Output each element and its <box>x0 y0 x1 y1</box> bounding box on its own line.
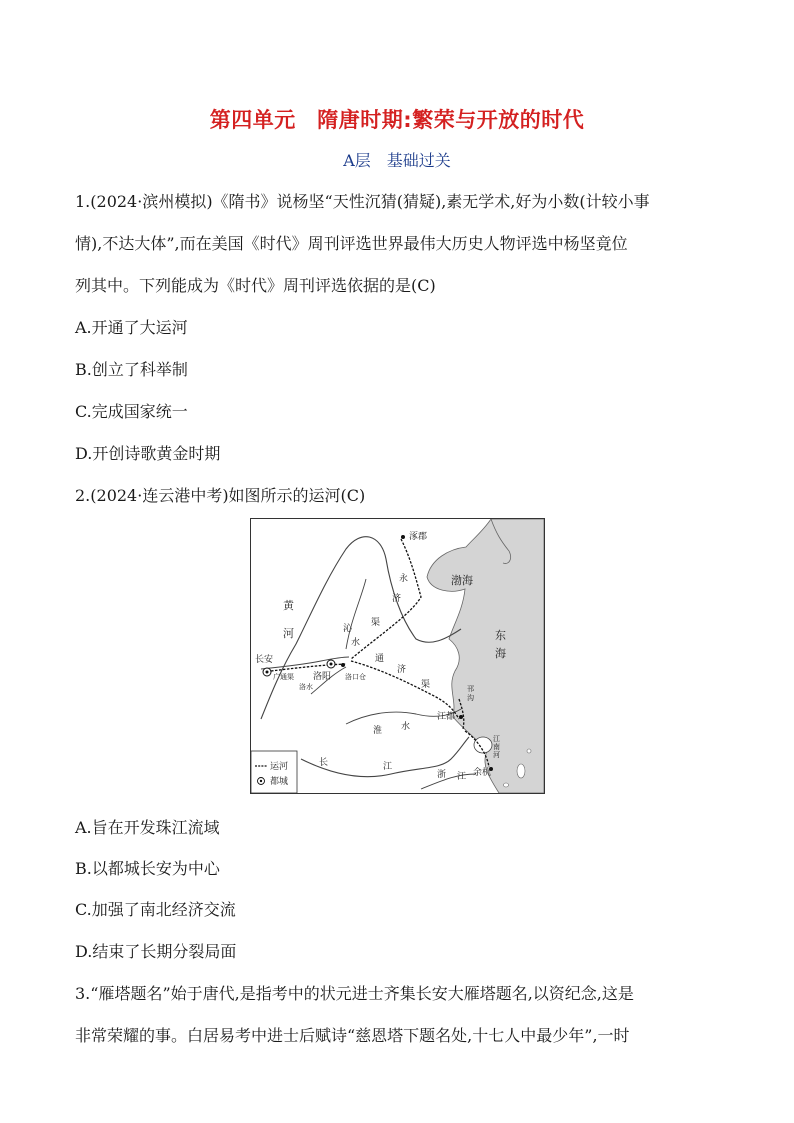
label-yuhang: 余杭 <box>473 768 492 778</box>
label-jiangdu: 江都 <box>437 712 456 722</box>
label-luoshui: 洛水 <box>299 683 313 691</box>
label-huaishui-2: 水 <box>401 722 411 732</box>
label-jiangnan-1: 江 <box>493 735 500 743</box>
label-yongji-2: 济 <box>392 594 402 604</box>
label-qinshui-2: 水 <box>351 638 361 648</box>
q1-option-a: A.开通了大运河 <box>75 318 188 337</box>
q2-option-d: D.结束了长期分裂局面 <box>75 942 237 961</box>
label-donghai-1: 东 <box>495 629 506 642</box>
q1-stem-line-2: 情),不达大体”,而在美国《时代》周刊评选世界最伟大历史人物评选中杨坚竟位 <box>75 234 628 253</box>
grand-canal-map <box>250 518 545 794</box>
label-huanghe-2: 河 <box>283 627 294 640</box>
label-huaishui-1: 淮 <box>373 726 383 736</box>
label-tongji-3: 渠 <box>421 680 431 690</box>
q3-stem-line-2: 非常荣耀的事。白居易考中进士后赋诗“慈恩塔下题名处,十七人中最少年”,一时 <box>75 1026 630 1045</box>
q1-option-d: D.开创诗歌黄金时期 <box>75 444 221 463</box>
label-luoyang: 洛阳 <box>313 672 332 682</box>
label-hangou-2: 沟 <box>467 694 474 702</box>
q1-stem-line-3: 列其中。下列能成为《时代》周刊评选依据的是(C) <box>75 276 436 295</box>
q2-stem: 2.(2024·连云港中考)如图所示的运河(C) <box>75 486 366 505</box>
label-zhe-2: 江 <box>457 772 467 782</box>
label-tongji-2: 济 <box>397 665 407 675</box>
q1-option-c: C.完成国家统一 <box>75 402 188 421</box>
legend-canal-label: 运河 <box>270 762 289 772</box>
q1-option-b: B.创立了科举制 <box>75 360 188 379</box>
q2-option-c: C.加强了南北经济交流 <box>75 900 236 919</box>
label-hangou-1: 邗 <box>467 685 474 693</box>
q1-stem-line-1: 1.(2024·滨州模拟)《隋书》说杨坚“天性沉猜(猜疑),素无学术,好为小数(计较小事 <box>75 192 650 211</box>
label-jiangnan-3: 河 <box>493 751 500 759</box>
legend-capital-label: 都城 <box>270 777 289 787</box>
label-yongji-3: 渠 <box>371 618 381 628</box>
label-changan: 长安 <box>255 655 274 665</box>
label-changjiang-1: 长 <box>319 758 329 768</box>
label-guangtong: 广通渠 <box>273 673 294 681</box>
section-title: A层 基础过关 <box>343 151 451 170</box>
label-yongji-1: 永 <box>399 574 409 584</box>
label-donghai-2: 海 <box>495 647 506 660</box>
label-zhuojun: 涿郡 <box>409 532 428 542</box>
label-jiangnan-2: 南 <box>493 743 500 751</box>
label-changjiang-2: 江 <box>383 762 393 772</box>
label-tongji-1: 通 <box>375 654 385 664</box>
label-qinshui-1: 沁 <box>343 624 353 634</box>
q2-option-a: A.旨在开发珠江流域 <box>75 818 220 837</box>
q2-option-b: B.以都城长安为中心 <box>75 859 220 878</box>
q3-stem-line-1: 3.“雁塔题名”始于唐代,是指考中的状元进士齐集长安大雁塔题名,以资纪念,这是 <box>75 984 634 1003</box>
unit-title: 第四单元 隋唐时期:繁荣与开放的时代 <box>209 108 585 132</box>
label-huanghe-1: 黄 <box>283 599 294 612</box>
label-zhe-1: 浙 <box>437 770 447 780</box>
label-bohai: 渤海 <box>451 574 473 587</box>
map-svg <box>251 519 544 793</box>
label-luokoucang: 洛口仓 <box>345 673 366 681</box>
